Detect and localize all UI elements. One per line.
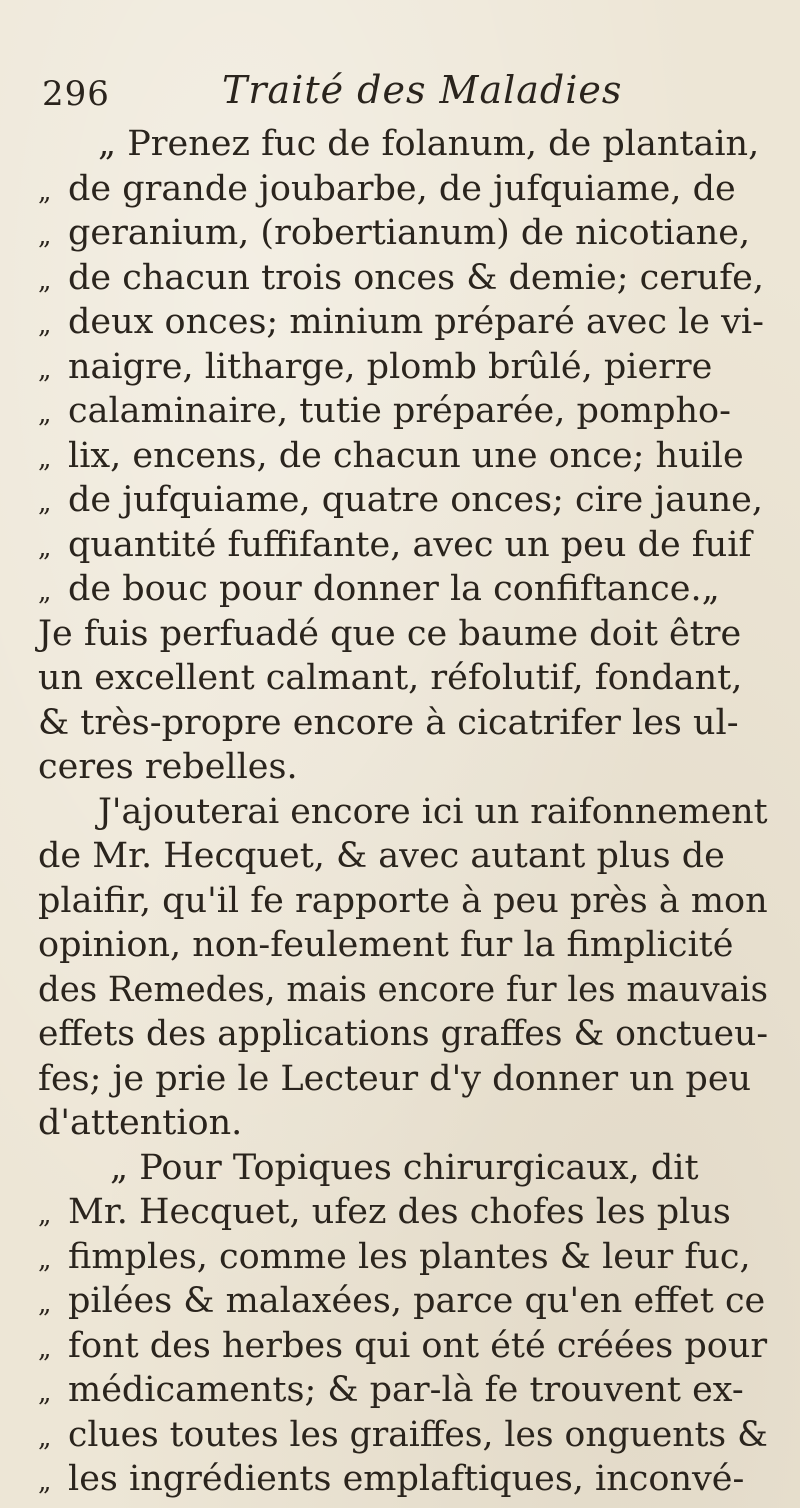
text-line: ceres rebelles. (38, 747, 298, 787)
text-line: „ de jufquiame, quatre onces; cire jaune, (38, 480, 764, 520)
text-line: opinion, non-feulement fur la fimplicité (38, 925, 734, 965)
text-line: „ calaminaire, tutie préparée, pompho- (38, 391, 731, 431)
text-line: „ Mr. Hecquet, ufez des chofes les plus (38, 1192, 731, 1232)
text-line: „ deux onces; minium préparé avec le vi- (38, 302, 764, 342)
text-line: „ de chacun trois onces & demie; cerufe, (38, 257, 765, 298)
text-line: J'ajouterai encore ici un raifonnement (98, 791, 768, 832)
text-line: „ les ingrédients emplaftiques, inconvé- (38, 1459, 745, 1499)
text-line: „ font des herbes qui ont été créées pour (38, 1325, 768, 1366)
page-number: 296 (42, 74, 110, 114)
text-line: „ pilées & malaxées, parce qu'en effet ce (38, 1281, 766, 1321)
text-line: fes; je prie le Lecteur d'y donner un peu (38, 1058, 752, 1099)
page-header (42, 66, 762, 116)
text-line: d'attention. (38, 1103, 243, 1143)
body-text (38, 122, 768, 1502)
text-line: „ de bouc pour donner la confiftance.„ (38, 569, 720, 609)
text-line: „ naigre, litharge, plomb brûlé, pierre (38, 346, 713, 387)
text-line: „ médicaments; & par-là fe trouvent ex- (38, 1370, 744, 1410)
text-line: „ quantité fuffifante, avec un peu de fuif (38, 524, 752, 565)
text-line: de Mr. Hecquet, & avec autant plus de (38, 836, 725, 876)
text-line: effets des applications graffes & onctueu- (38, 1014, 768, 1054)
text-line: plaifir, qu'il fe rapporte à peu près à mon (38, 880, 768, 921)
text-line: Je fuis perfuadé que ce baume doit être (38, 613, 742, 654)
text-line: „ lix, encens, de chacun une once; huile (38, 435, 744, 476)
text-line: „ Pour Topiques chirurgicaux, dit (110, 1147, 699, 1188)
text-line: „ de grande joubarbe, de jufquiame, de (38, 168, 736, 209)
text-line: „ Prenez fuc de folanum, de plantain, (98, 124, 760, 164)
running-title: Traité des Maladies (222, 68, 623, 112)
text-line: & très-propre encore à cicatrifer les ul- (38, 702, 739, 743)
text-line: „ clues toutes les graiffes, les onguents & (38, 1414, 768, 1455)
text-line: „ fimples, comme les plantes & leur fuc, (38, 1236, 751, 1277)
text-line: „ geranium, (robertianum) de nicotiane, (38, 213, 751, 253)
text-line: un excellent calmant, réfolutif, fondant, (38, 658, 743, 698)
text-line: des Remedes, mais encore fur les mauvais (38, 969, 769, 1010)
